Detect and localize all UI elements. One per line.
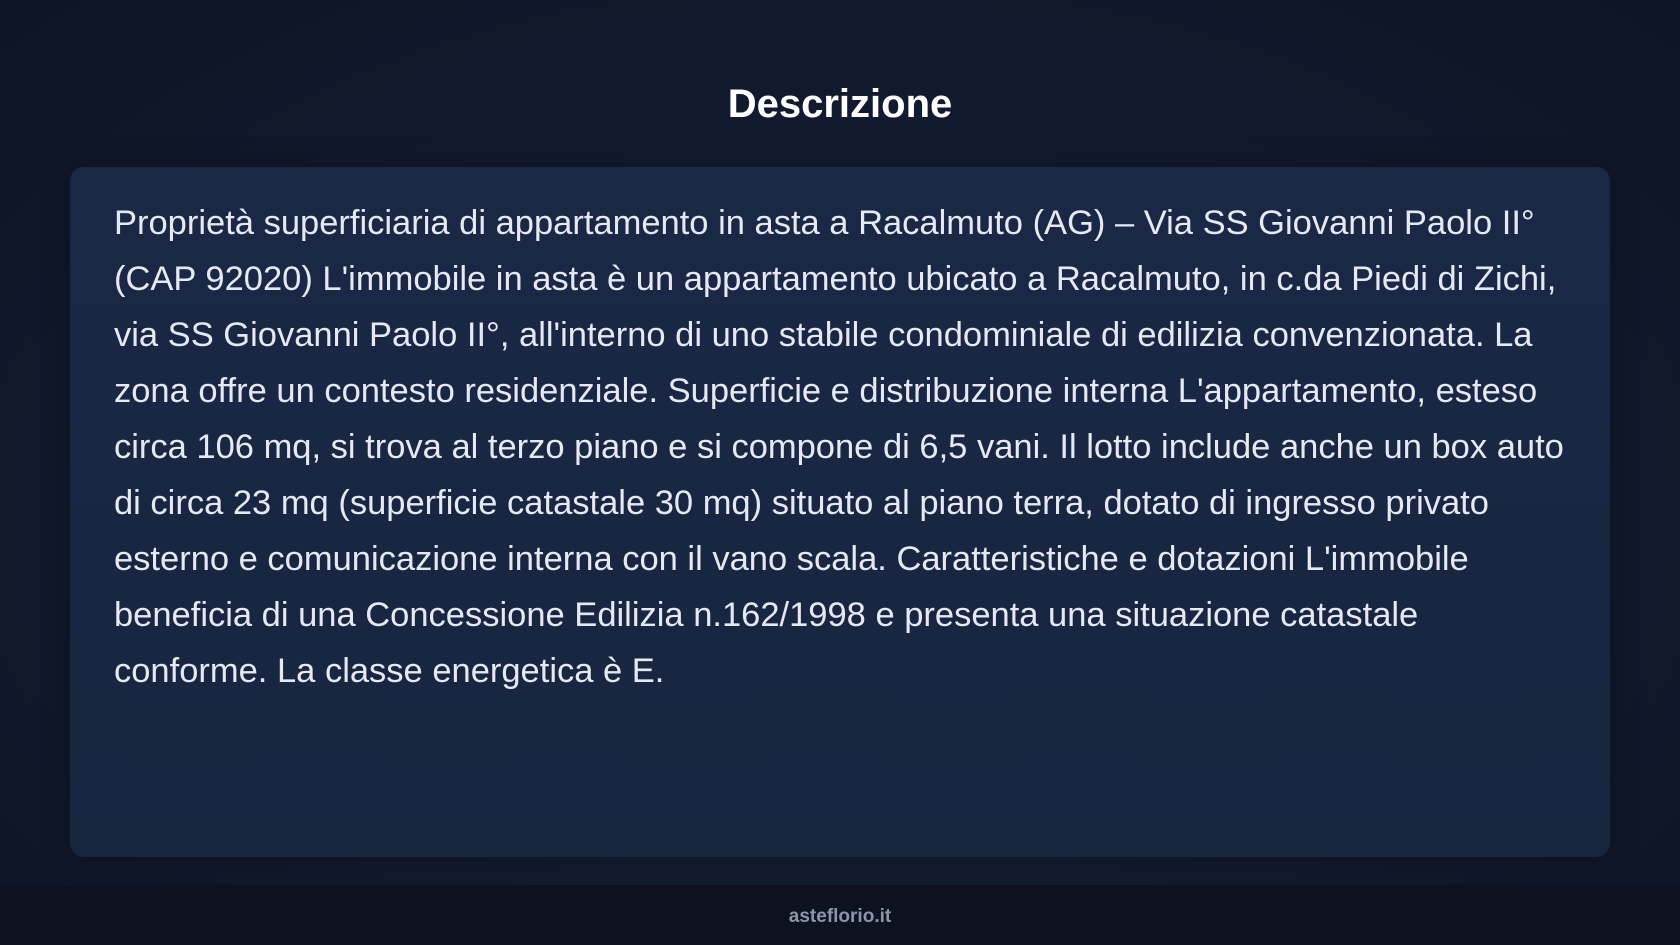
description-card xyxy=(70,167,1610,857)
footer-site-label: asteflorio.it xyxy=(788,906,892,927)
page-title: Descrizione xyxy=(727,82,953,126)
description-text: Proprietà superficiaria di appartamento in asta a Racalmuto (AG) – Via SS Giovanni Paolo II° (CAP 92020) L'immobile in asta è un appartamento ubicato a Racalmuto, in c.da Piedi di Zichi, via SS Giovanni Paolo II°, all'interno di uno stabile condominiale di edilizia convenzionata. La zona offre un contesto residenziale. Superficie e distribuzione interna L'appartamento, esteso circa 106 mq, si trova al terzo piano e si compone di 6,5 vani. Il lotto include anche un box auto di circa 23 mq (superficie catastale 30 mq) situato al piano terra, dotato di ingresso privato esterno e comunicazione interna con il vano scala. Caratteristiche e dotazioni L'immobile beneficia di una Concessione Edilizia n.162/1998 e presenta una situazione catastale conforme. La classe energetica è E. xyxy=(114,204,1564,690)
